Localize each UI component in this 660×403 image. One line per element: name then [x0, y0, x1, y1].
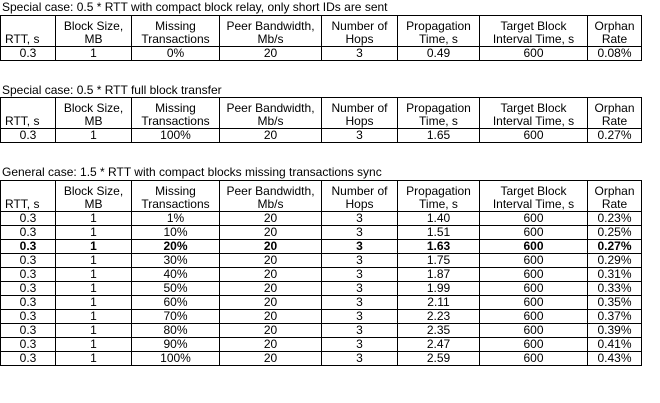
cell-peer-bandwidth: 20: [220, 268, 322, 282]
cell-missing-transactions: 100%: [132, 129, 220, 143]
cell-block-size: 1: [56, 212, 132, 226]
cell-missing-transactions: 0%: [132, 47, 220, 61]
column-header-line: Transactions: [141, 197, 210, 211]
cell-target-block-interval: 600: [480, 338, 588, 352]
table-row: [1, 240, 642, 254]
results-table: [0, 180, 642, 366]
cell-missing-transactions: 60%: [132, 296, 220, 310]
column-header-rtt: [1, 16, 56, 47]
cell-block-size: 1: [56, 324, 132, 338]
cell-number-of-hops: 3: [322, 240, 398, 254]
column-header-line: Transactions: [141, 114, 210, 128]
cell-number-of-hops: 3: [322, 282, 398, 296]
cell-number-of-hops: 3: [322, 268, 398, 282]
column-header-line: Number of: [331, 184, 388, 198]
cell-missing-transactions: 40%: [132, 268, 220, 282]
column-header-line: Missing: [155, 19, 196, 33]
column-header-line: Propagation: [406, 19, 471, 33]
column-header-orphan-rate: [588, 181, 642, 212]
cell-peer-bandwidth: 20: [220, 310, 322, 324]
cell-block-size: 1: [56, 352, 132, 366]
cell-number-of-hops: 3: [322, 338, 398, 352]
cell-peer-bandwidth: 20: [220, 240, 322, 254]
table-row: [1, 268, 642, 282]
cell-orphan-rate: 0.31%: [588, 268, 642, 282]
column-header-line: Peer Bandwidth,: [226, 184, 315, 198]
table-row: [1, 212, 642, 226]
column-header-orphan-rate: [588, 98, 642, 129]
cell-propagation-time: 2.47: [398, 338, 480, 352]
cell-rtt: 0.3: [1, 212, 56, 226]
table-row: [1, 282, 642, 296]
column-header-missing-transactions: [132, 16, 220, 47]
cell-orphan-rate: 0.33%: [588, 282, 642, 296]
column-header-line: Rate: [601, 32, 628, 46]
cell-target-block-interval: 600: [480, 352, 588, 366]
column-header-line: Hops: [345, 197, 374, 211]
cell-rtt: 0.3: [1, 254, 56, 268]
cell-peer-bandwidth: 20: [220, 254, 322, 268]
column-header-peer-bandwidth: [220, 181, 322, 212]
cell-target-block-interval: 600: [480, 226, 588, 240]
column-header-line: Propagation: [406, 101, 471, 115]
cell-missing-transactions: 30%: [132, 254, 220, 268]
cell-peer-bandwidth: 20: [220, 282, 322, 296]
column-header-number-of-hops: [322, 98, 398, 129]
cell-missing-transactions: 50%: [132, 282, 220, 296]
table-row: [1, 226, 642, 240]
cell-number-of-hops: 3: [322, 324, 398, 338]
cell-block-size: 1: [56, 296, 132, 310]
cell-orphan-rate: 0.41%: [588, 338, 642, 352]
cell-peer-bandwidth: 20: [220, 338, 322, 352]
cell-block-size: 1: [56, 226, 132, 240]
column-header-line: Missing: [155, 101, 196, 115]
cell-rtt: 0.3: [1, 296, 56, 310]
cell-missing-transactions: 90%: [132, 338, 220, 352]
column-header-propagation-time: [398, 181, 480, 212]
cell-propagation-time: 1.99: [398, 282, 480, 296]
column-header-target-block-interval: [480, 98, 588, 129]
column-header-rtt: [1, 181, 56, 212]
column-header-line: Interval Time, s: [492, 32, 575, 46]
cell-number-of-hops: 3: [322, 47, 398, 61]
column-header-line: Target Block: [500, 101, 567, 115]
cell-rtt: 0.3: [1, 338, 56, 352]
cell-rtt: 0.3: [1, 240, 56, 254]
cell-rtt: 0.3: [1, 310, 56, 324]
column-header-number-of-hops: [322, 16, 398, 47]
column-header-line: Number of: [331, 19, 388, 33]
cell-block-size: 1: [56, 282, 132, 296]
cell-peer-bandwidth: 20: [220, 129, 322, 143]
column-header-block-size: [56, 16, 132, 47]
column-header-line: Interval Time, s: [492, 197, 575, 211]
cell-propagation-time: 1.87: [398, 268, 480, 282]
table-header-row: [1, 181, 642, 212]
column-header-line: Interval Time, s: [492, 114, 575, 128]
column-header-line: Mb/s: [257, 197, 284, 211]
cell-missing-transactions: 10%: [132, 226, 220, 240]
cell-number-of-hops: 3: [322, 212, 398, 226]
cell-target-block-interval: 600: [480, 212, 588, 226]
column-header-line: Orphan: [594, 101, 635, 115]
cell-missing-transactions: 20%: [132, 240, 220, 254]
column-header-line: Block Size,: [63, 19, 124, 33]
column-header-target-block-interval: [480, 16, 588, 47]
column-header-line: Time, s: [419, 32, 458, 46]
column-header-line: Missing: [155, 184, 196, 198]
cell-target-block-interval: 600: [480, 47, 588, 61]
column-header-line: Propagation: [406, 184, 471, 198]
cell-propagation-time: 2.59: [398, 352, 480, 366]
cell-number-of-hops: 3: [322, 310, 398, 324]
table-row: [1, 324, 642, 338]
cell-propagation-time: 1.65: [398, 129, 480, 143]
cell-missing-transactions: 80%: [132, 324, 220, 338]
cell-rtt: 0.3: [1, 129, 56, 143]
cell-orphan-rate: 0.27%: [588, 129, 642, 143]
column-header-line: Block Size,: [63, 184, 124, 198]
cell-number-of-hops: 3: [322, 129, 398, 143]
column-header-line: Hops: [345, 32, 374, 46]
cell-block-size: 1: [56, 338, 132, 352]
cell-orphan-rate: 0.23%: [588, 212, 642, 226]
column-header-line: Transactions: [141, 32, 210, 46]
column-header-block-size: [56, 181, 132, 212]
column-header-line: Number of: [331, 101, 388, 115]
column-header-missing-transactions: [132, 98, 220, 129]
cell-propagation-time: 0.49: [398, 47, 480, 61]
column-header-propagation-time: [398, 98, 480, 129]
column-header-number-of-hops: [322, 181, 398, 212]
cell-block-size: 1: [56, 129, 132, 143]
cell-propagation-time: 1.75: [398, 254, 480, 268]
cell-orphan-rate: 0.29%: [588, 254, 642, 268]
column-header-line: MB: [84, 32, 103, 46]
column-header-rtt: [1, 98, 56, 129]
cell-propagation-time: 2.11: [398, 296, 480, 310]
cell-target-block-interval: 600: [480, 324, 588, 338]
column-header-line: Peer Bandwidth,: [226, 101, 315, 115]
section-title: General case: 1.5 * RTT with compact blocks missing transactions sync: [2, 165, 382, 179]
cell-rtt: 0.3: [1, 268, 56, 282]
column-header-line: Time, s: [419, 114, 458, 128]
cell-peer-bandwidth: 20: [220, 47, 322, 61]
cell-orphan-rate: 0.08%: [588, 47, 642, 61]
column-header-orphan-rate: [588, 16, 642, 47]
cell-number-of-hops: 3: [322, 352, 398, 366]
column-header-line: Orphan: [594, 19, 635, 33]
table-row: [1, 352, 642, 366]
cell-target-block-interval: 600: [480, 129, 588, 143]
cell-orphan-rate: 0.43%: [588, 352, 642, 366]
cell-propagation-time: 2.35: [398, 324, 480, 338]
cell-rtt: 0.3: [1, 47, 56, 61]
column-header-target-block-interval: [480, 181, 588, 212]
cell-orphan-rate: 0.39%: [588, 324, 642, 338]
cell-block-size: 1: [56, 310, 132, 324]
cell-target-block-interval: 600: [480, 296, 588, 310]
cell-number-of-hops: 3: [322, 296, 398, 310]
cell-rtt: 0.3: [1, 352, 56, 366]
column-header-line: Rate: [601, 197, 628, 211]
cell-rtt: 0.3: [1, 324, 56, 338]
cell-propagation-time: 1.51: [398, 226, 480, 240]
cell-orphan-rate: 0.37%: [588, 310, 642, 324]
column-header-missing-transactions: [132, 181, 220, 212]
table-row: [1, 310, 642, 324]
column-header-line: Hops: [345, 114, 374, 128]
column-header-line: MB: [84, 114, 103, 128]
section-title: Special case: 0.5 * RTT with compact block relay, only short IDs are sent: [2, 0, 388, 14]
cell-missing-transactions: 70%: [132, 310, 220, 324]
column-header-line: Peer Bandwidth,: [226, 19, 315, 33]
section-title: Special case: 0.5 * RTT full block transfer: [2, 83, 222, 97]
table-row: [1, 254, 642, 268]
cell-rtt: 0.3: [1, 282, 56, 296]
column-header-line: Target Block: [500, 184, 567, 198]
cell-peer-bandwidth: 20: [220, 296, 322, 310]
cell-rtt: 0.3: [1, 226, 56, 240]
cell-orphan-rate: 0.27%: [588, 240, 642, 254]
column-header-line: RTT, s: [5, 32, 40, 46]
cell-number-of-hops: 3: [322, 226, 398, 240]
cell-number-of-hops: 3: [322, 254, 398, 268]
results-table: [0, 15, 642, 61]
table-row: [1, 129, 642, 143]
column-header-line: RTT, s: [5, 114, 40, 128]
cell-target-block-interval: 600: [480, 282, 588, 296]
cell-block-size: 1: [56, 254, 132, 268]
column-header-line: Mb/s: [257, 32, 284, 46]
column-header-line: Time, s: [419, 197, 458, 211]
cell-orphan-rate: 0.35%: [588, 296, 642, 310]
cell-block-size: 1: [56, 47, 132, 61]
table-row: [1, 47, 642, 61]
column-header-block-size: [56, 98, 132, 129]
cell-target-block-interval: 600: [480, 240, 588, 254]
cell-target-block-interval: 600: [480, 268, 588, 282]
table-header-row: [1, 16, 642, 47]
cell-peer-bandwidth: 20: [220, 352, 322, 366]
column-header-line: RTT, s: [5, 197, 40, 211]
cell-target-block-interval: 600: [480, 310, 588, 324]
cell-peer-bandwidth: 20: [220, 324, 322, 338]
cell-propagation-time: 1.63: [398, 240, 480, 254]
cell-peer-bandwidth: 20: [220, 226, 322, 240]
table-row: [1, 296, 642, 310]
column-header-line: Mb/s: [257, 114, 284, 128]
column-header-peer-bandwidth: [220, 16, 322, 47]
cell-block-size: 1: [56, 240, 132, 254]
results-table: [0, 97, 642, 143]
cell-propagation-time: 2.23: [398, 310, 480, 324]
column-header-line: Rate: [601, 114, 628, 128]
cell-missing-transactions: 1%: [132, 212, 220, 226]
cell-missing-transactions: 100%: [132, 352, 220, 366]
cell-target-block-interval: 600: [480, 254, 588, 268]
cell-orphan-rate: 0.25%: [588, 226, 642, 240]
table-header-row: [1, 98, 642, 129]
cell-block-size: 1: [56, 268, 132, 282]
column-header-peer-bandwidth: [220, 98, 322, 129]
table-row: [1, 338, 642, 352]
column-header-propagation-time: [398, 16, 480, 47]
column-header-line: MB: [84, 197, 103, 211]
cell-peer-bandwidth: 20: [220, 212, 322, 226]
column-header-line: Orphan: [594, 184, 635, 198]
column-header-line: Target Block: [500, 19, 567, 33]
column-header-line: Block Size,: [63, 101, 124, 115]
cell-propagation-time: 1.40: [398, 212, 480, 226]
